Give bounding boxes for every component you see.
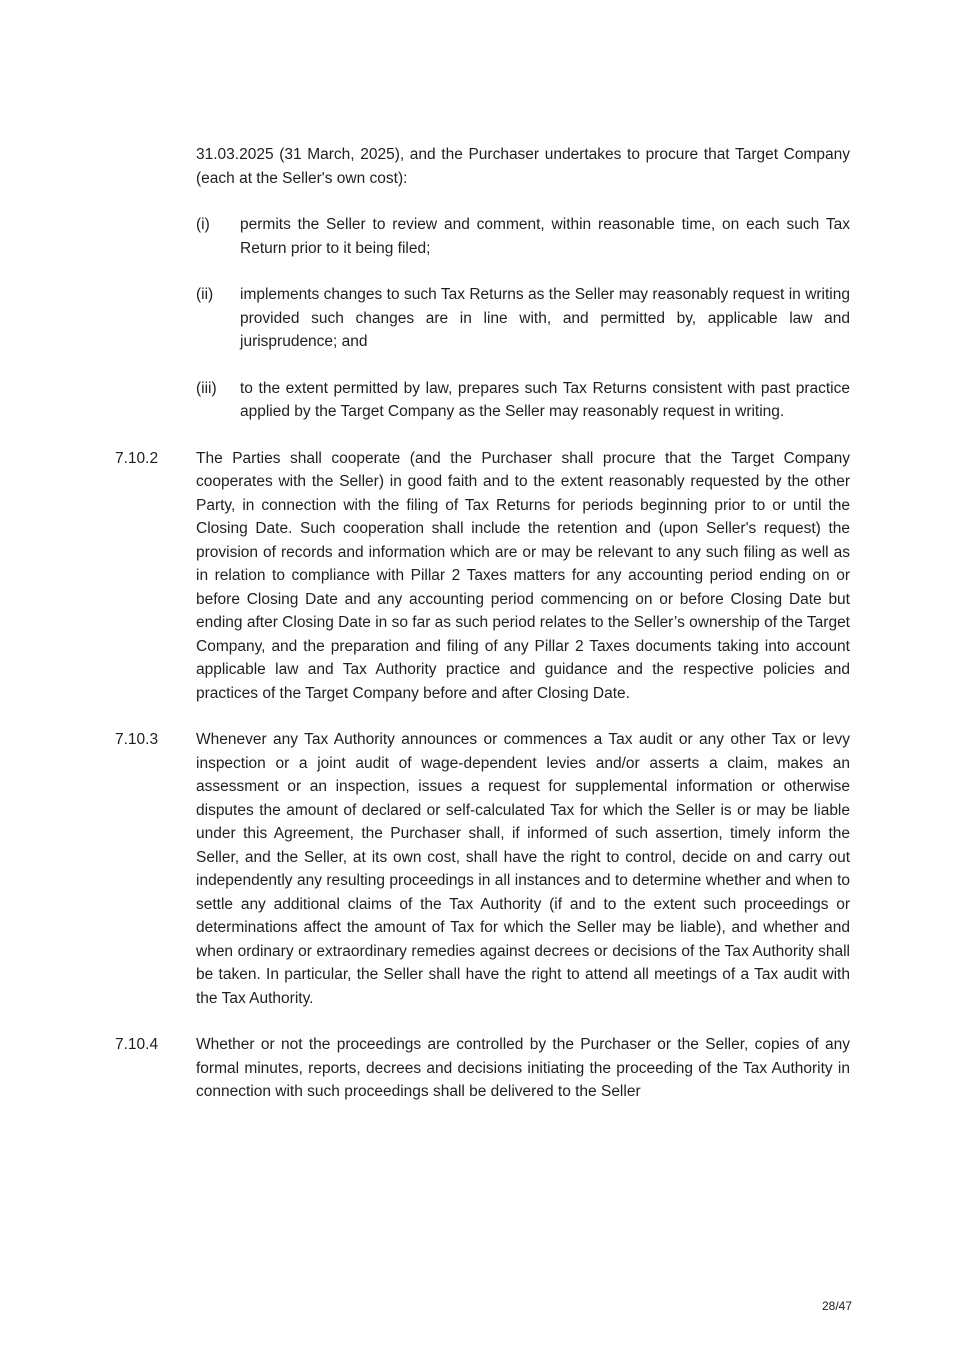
list-item — [196, 213, 850, 260]
clause-text: Whenever any Tax Authority announces or commences a Tax audit or any other Tax or levy inspection or a joint audit of wage-dependent levies and/or asserts a claim, makes an assessment or an inspection, issues a request for supplemental information or otherwise disputes the amount of declared or self-calculated Tax for which the Seller is or may be liable under this Agreement, the Purchaser shall, if informed of such assertion, timely inform the Seller, and the Seller, at its own cost, shall have the right to control, decide on and carry out independently any resulting proceedings in all instances and to determine whether and when to settle any additional claims of the Tax Authority (if and to the extent such proceedings or determinations affect the amount of Tax for which the Seller may be liable), and whether and when ordinary or extraordinary remedies against decrees or decisions of the Tax Authority shall be taken. In particular, the Seller shall have the right to attend all meetings of a Tax audit with the Tax Authority. — [196, 731, 850, 1007]
list-marker: (iii) — [196, 379, 217, 397]
list-marker: (i) — [196, 216, 210, 233]
page-number: 28/47 — [821, 1299, 852, 1313]
list-text: implements changes to such Tax Returns as the Seller may reasonably request in writing provided such changes are in line with, and permitted by, applicable law and jurisprudence; and — [240, 286, 850, 350]
clause-text: The Parties shall cooperate (and the Purchaser shall procure that the Target Company cooperates with the Seller) in good faith and to the extent reasonably requested by the other Party, in connection with the filing of Tax Returns for periods beginning prior to or until the Closing Date. Such cooperation shall include the retention and (upon Seller's request) the provision of records and information which are or may be relevant to any such filing as well as in relation to compliance with Pillar 2 Taxes matters for any accounting period ending on or before Closing Date and any accounting period commencing on or before Closing Date but ending after Closing Date in so far as such period relates to the Seller’s ownership of the Target Company, and the preparation and filing of any Pillar 2 Taxes documents taking into account applicable law and Tax Authority practice and guidance and the respective policies and practices of the Target Company before and after Closing Date. — [196, 449, 850, 702]
clause-number: 7.10.4 — [115, 1036, 159, 1053]
clause — [115, 1033, 850, 1104]
clause — [115, 447, 850, 706]
list-text: to the extent permitted by law, prepares such Tax Returns consistent with past practice applied by the Target Company as the Seller may reasonably request in writing. — [240, 379, 850, 420]
list-item — [196, 283, 850, 354]
clause-number: 7.10.3 — [115, 731, 159, 748]
list-text: permits the Seller to review and comment, within reasonable time, on each such Tax Return prior to it being filed; — [240, 216, 850, 257]
list-item — [196, 377, 850, 424]
clause-number: 7.10.2 — [115, 449, 159, 467]
intro-paragraph: 31.03.2025 (31 March, 2025), and the Purchaser undertakes to procure that Target Company (each at the Seller's own cost): — [196, 146, 850, 187]
page-content — [115, 143, 850, 1104]
clause — [115, 728, 850, 1010]
roman-numeral-list — [196, 213, 850, 424]
clause-text: Whether or not the proceedings are controlled by the Purchaser or the Seller, copies of any formal minutes, reports, decrees and decisions initiating the proceeding of the Tax Authority in connection with such proceedings shall be delivered to the Seller — [196, 1036, 850, 1100]
list-marker: (ii) — [196, 286, 214, 303]
